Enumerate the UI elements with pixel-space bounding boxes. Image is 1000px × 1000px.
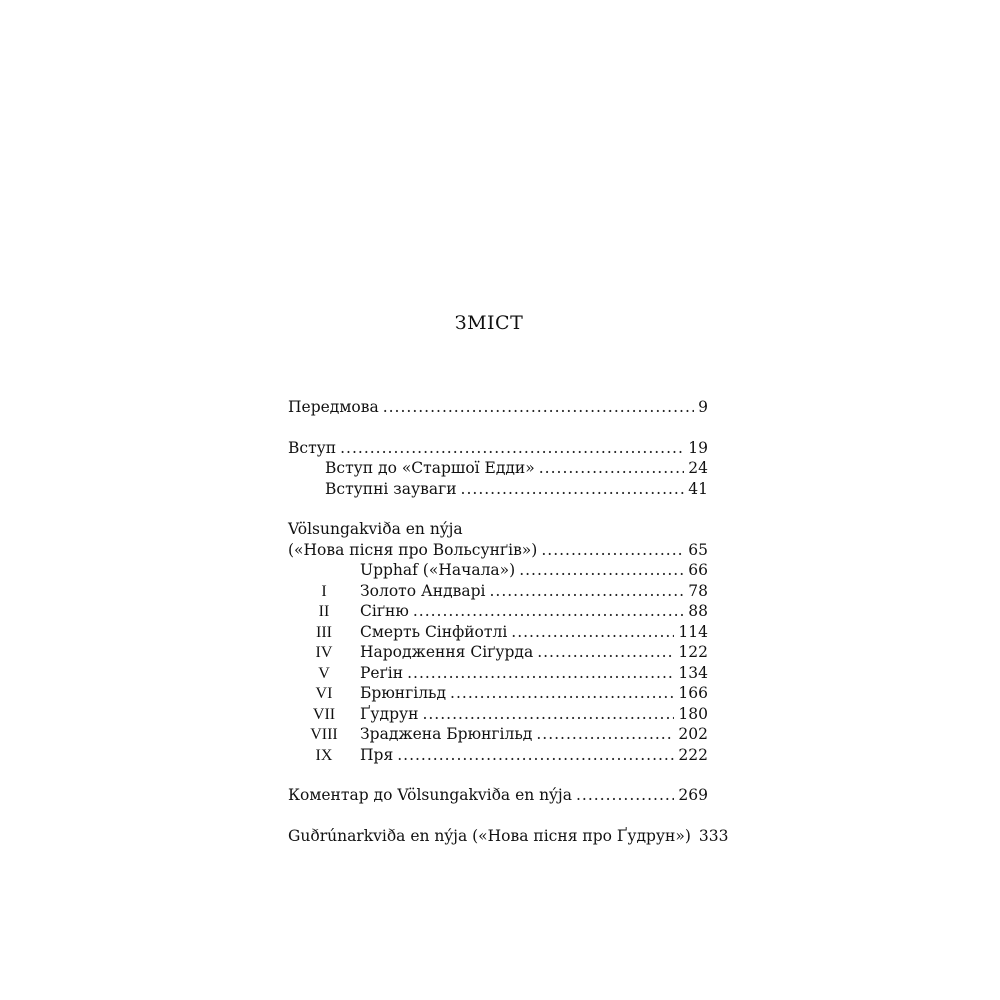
toc-label: Реґін — [360, 663, 404, 682]
toc-page-number: 202 — [678, 725, 708, 743]
toc-page-number: 41 — [688, 479, 708, 498]
toc-page-number: 222 — [678, 745, 708, 764]
toc-entry-gudrun — [288, 826, 729, 847]
part-number: II — [318, 603, 330, 620]
toc-label: Коментар до Völsungakviða en nýja — [288, 786, 572, 804]
toc-page-number: 9 — [698, 398, 708, 416]
toc-label: («Нова пісня про Вольсунґів») — [288, 540, 538, 559]
toc-entry-intro — [288, 438, 708, 459]
table-of-contents — [288, 397, 729, 846]
toc-label: Пря — [360, 745, 394, 764]
toc-label: Сіґню — [360, 602, 409, 620]
leader-dots — [541, 540, 684, 561]
toc-volsung-title: Völsungakviða en nýja — [288, 520, 463, 538]
toc-page-number: 24 — [688, 459, 708, 477]
part-number: VII — [312, 705, 336, 723]
part-number: III — [316, 623, 332, 641]
toc-page-number: 66 — [688, 561, 708, 579]
toc-page-number: 19 — [688, 438, 708, 457]
part-number: VIII — [310, 726, 338, 743]
page-title: ЗМІСТ — [454, 312, 524, 334]
toc-label: Золото Андварі — [360, 581, 486, 600]
leader-dots — [461, 479, 685, 500]
toc-entry-part — [288, 663, 708, 684]
toc-entry-intro-sub — [288, 479, 708, 500]
toc-label: Брюнгільд — [360, 684, 447, 702]
part-number: I — [321, 582, 327, 600]
toc-label: Вступ — [288, 438, 337, 457]
leader-dots — [511, 622, 674, 643]
toc-page-number: 78 — [688, 581, 708, 600]
toc-entry-part — [288, 560, 708, 581]
toc-entry-part — [288, 704, 708, 725]
toc-label: Вступ до «Старшої Едди» — [325, 459, 535, 477]
leader-dots — [407, 663, 674, 684]
leader-dots — [489, 581, 684, 602]
leader-dots — [413, 601, 684, 622]
part-number: IV — [315, 644, 333, 661]
leader-dots — [397, 745, 674, 766]
toc-page-number: 65 — [688, 540, 708, 559]
toc-label: Народження Сіґурда — [360, 643, 534, 661]
toc-page-number: 269 — [678, 786, 708, 804]
toc-entry-part — [288, 622, 708, 643]
toc-label: Смерть Сінфйотлі — [360, 622, 508, 641]
toc-page-number: 333 — [698, 826, 729, 845]
toc-page-number: 166 — [678, 684, 708, 702]
leader-dots — [576, 785, 674, 806]
leader-dots — [422, 704, 674, 725]
leader-dots — [340, 438, 684, 459]
toc-entry-part — [288, 642, 708, 663]
toc-label: Передмова — [288, 398, 379, 416]
toc-entry-intro-sub — [288, 458, 708, 479]
toc-page-number: 134 — [678, 663, 708, 682]
toc-entry-part — [288, 724, 708, 745]
leader-dots — [519, 560, 684, 581]
toc-label: Upphaf («Начала») — [360, 561, 516, 579]
toc-entry-foreword — [288, 397, 708, 418]
toc-label: Зраджена Брюнгільд — [360, 725, 533, 743]
toc-entry-commentary — [288, 785, 708, 806]
toc-entry-part — [288, 683, 708, 704]
toc-label: Вступні зауваги — [325, 479, 457, 498]
leader-dots — [450, 683, 674, 704]
toc-entry-part — [288, 581, 708, 602]
toc-label: Ґудрун — [360, 704, 419, 723]
toc-label: Guðrúnarkviða en nýja («Нова пісня про Ґудрун») — [288, 826, 691, 845]
part-number: V — [318, 664, 330, 682]
toc-page-number: 114 — [678, 622, 708, 641]
toc-entry-part — [288, 601, 708, 622]
leader-dots — [537, 642, 674, 663]
toc-entry-volsung — [288, 540, 708, 561]
leader-dots — [539, 458, 685, 479]
part-number: VI — [315, 685, 333, 702]
leader-dots — [383, 397, 694, 418]
toc-entry-part — [288, 745, 708, 766]
toc-page-number: 122 — [678, 643, 708, 661]
leader-dots — [536, 724, 674, 745]
toc-page-number: 180 — [678, 704, 708, 723]
part-number: IX — [315, 746, 333, 764]
toc-page-number: 88 — [688, 602, 708, 620]
